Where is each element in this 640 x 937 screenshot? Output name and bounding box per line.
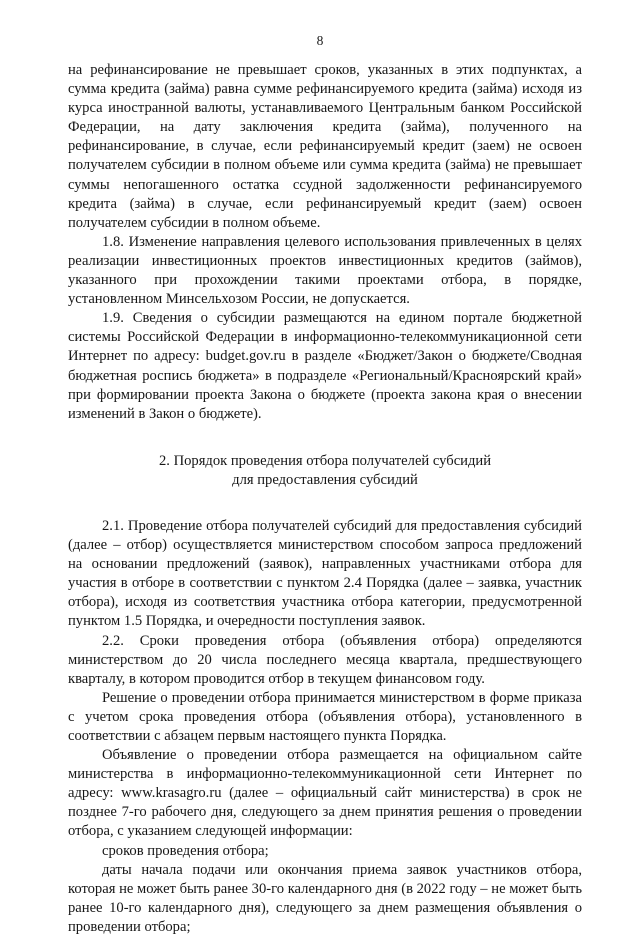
section-heading <box>68 452 582 490</box>
section-heading-line-1: 2. Порядок проведения отбора получателей субсидий <box>158 452 492 469</box>
paragraph-2-1: 2.1. Проведение отбора получателей субсидий для предоставления субсидий (далее – отбор) осуществляется министерством способом запроса предложений на основании предложений (заявок), направленных участниками отбора для участия в отборе в соответствии с пунктом 2.4 Порядка (далее – заявка, участник отбора), исходя из соответствия участника отбора категории, предусмотренной пунктом 1.5 Порядка, и очередности поступления заявок. <box>68 517 582 630</box>
document-body <box>68 61 582 937</box>
page-number: 8 <box>316 33 324 48</box>
paragraph-decision: Решение о проведении отбора принимается министерством в форме приказа с учетом срока проведения отбора (объявления отбора), установленного в соответствии с абзацем первым настоящего пункта Порядка. <box>68 689 582 744</box>
list-item-terms: сроков проведения отбора; <box>102 842 269 859</box>
section-heading-line-2: для предоставления субсидий <box>232 471 418 488</box>
paragraph-2-2: 2.2. Сроки проведения отбора (объявления отбора) определяются министерством до 20 числа последнего месяца квартала, предшествующего кварталу, в котором проводится отбор в текущем финансовом году. <box>68 632 582 687</box>
paragraph-1-9: 1.9. Сведения о субсидии размещаются на едином портале бюджетной системы Российской Федерации в информационно-телекоммуникационной сети Интернет по адресу: budget.gov.ru в разделе «Бюджет/Закон о бюджете/Сводная бюджетная роспись бюджета» в подразделе «Региональный/Красноярский край» при формировании проекта Закона о бюджете (проекта закона края о внесении изменений в Закон о бюджете). <box>68 310 582 422</box>
paragraph-continuation: на рефинансирование не превышает сроков, указанных в этих подпунктах, а сумма кредита (займа) равна сумме рефинансируемого кредита (займа) исходя из курса иностранной валюты, устанавливаемого Центральным банком Российской Федерации, на дату заключения кредита (займа), полученного на рефинансирование, в случае, если рефинансируемый кредит (заем) не освоен получателем субсидии в полном объеме или сумма кредита (займа) не превышает суммы непогашенного остатка ссудной задолженности рефинансируемого кредита (займа) в случае, если рефинансируемый кредит (заем) освоен получателем субсидии в полном объеме. <box>68 62 582 231</box>
list-item-dates: даты начала подачи или окончания приема заявок участников отбора, которая не может быть ранее 30-го календарного дня (в 2022 году – не может быть ранее 10-го календарного дня), следующего за днем размещения объявления о проведении отбора; <box>68 861 583 935</box>
paragraph-announcement: Объявление о проведении отбора размещается на официальном сайте министерства в информационно-телекоммуникационной сети Интернет по адресу: www.krasagro.ru (далее – официальный сайт министерства) в срок не позднее 7-го рабочего дня, следующего за днем принятия решения о проведении отбора, с указанием следующей информации: <box>68 747 582 840</box>
paragraph-1-8: 1.8. Изменение направления целевого использования привлеченных в целях реализации инвестиционных проектов инвестиционных кредитов (займов), указанного при прохождении такими проектами отбора, в порядке, установленном Минсельхозом России, не допускается. <box>68 233 582 308</box>
